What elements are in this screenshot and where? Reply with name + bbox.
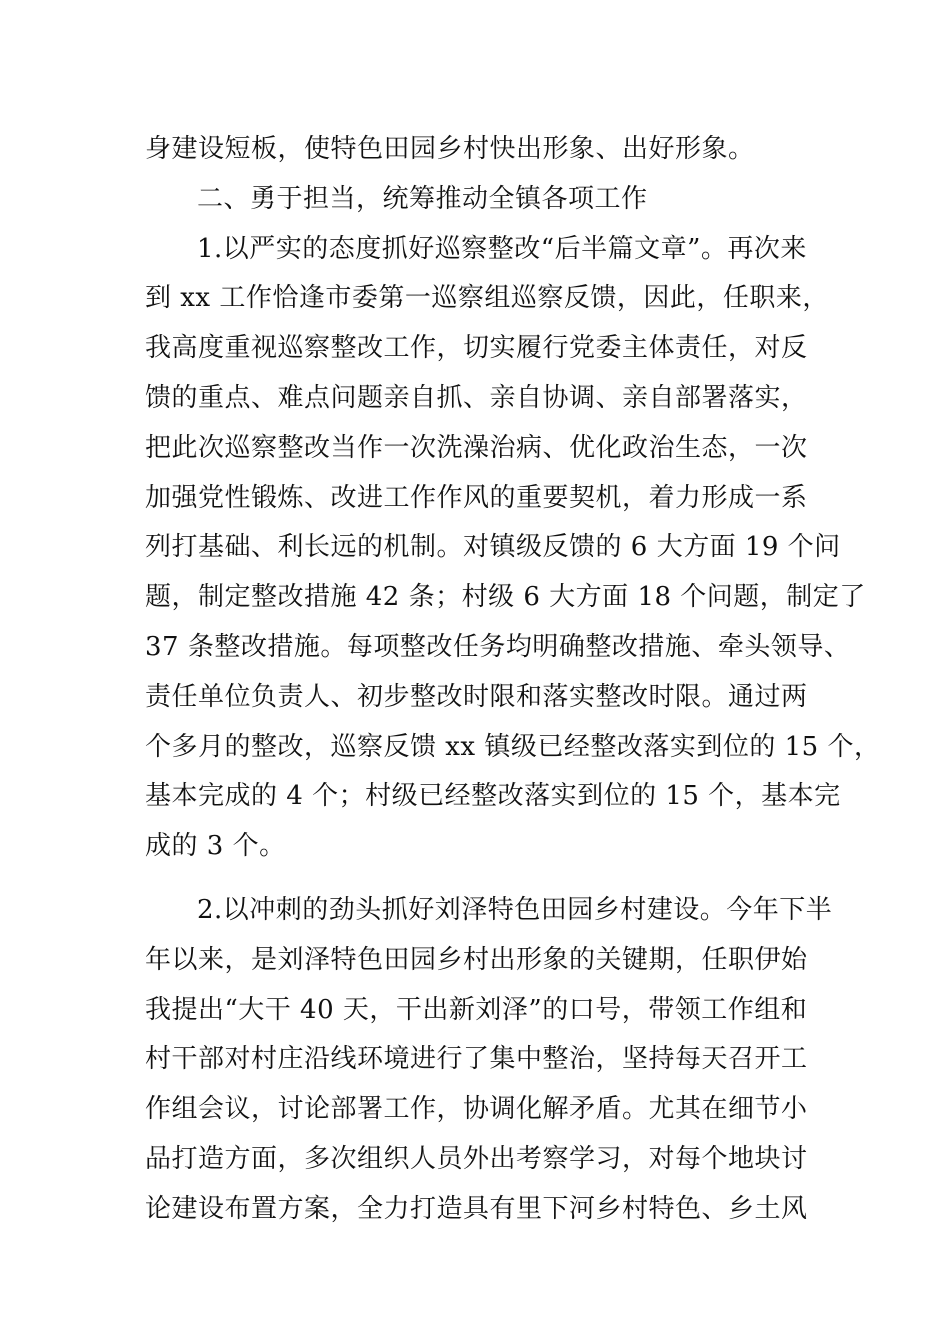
paragraph-line: 个多月的整改，巡察反馈 xx 镇级已经整改落实到位的 15 个， — [145, 731, 881, 762]
paragraph-line: 年以来，是刘泽特色田园乡村出形象的关键期，任职伊始 — [145, 944, 808, 975]
paragraph-line: 我提出“大干 40 天，干出新刘泽”的口号，带领工作组和 — [145, 994, 808, 1025]
paragraph-line: 把此次巡察整改当作一次洗澡治病、优化政治生态，一次 — [145, 432, 808, 463]
paragraph-line: 基本完成的 4 个；村级已经整改落实到位的 15 个，基本完 — [145, 781, 841, 812]
document-body — [145, 125, 881, 1235]
paragraph-line: 作组会议，讨论部署工作，协调化解矛盾。尤其在细节小 — [145, 1094, 808, 1125]
paragraph-line: 论建设布置方案，全力打造具有里下河乡村特色、乡土风 — [145, 1193, 808, 1224]
paragraph-line: 品打造方面，多次组织人员外出考察学习，对每个地块讨 — [145, 1143, 808, 1174]
paragraph-line: 加强党性锻炼、改进工作作风的重要契机，着力形成一系 — [145, 482, 808, 513]
paragraph-line: 村干部对村庄沿线环境进行了集中整治，坚持每天召开工 — [145, 1044, 808, 1075]
paragraph-line: 1.以严实的态度抓好巡察整改“后半篇文章”。再次来 — [197, 233, 807, 264]
paragraph-line: 成的 3 个。 — [145, 831, 286, 862]
paragraph-line: 到 xx 工作恰逢市委第一巡察组巡察反馈，因此，任职来， — [145, 283, 829, 314]
paragraph-line: 题，制定整改措施 42 条；村级 6 大方面 18 个问题，制定了 — [145, 582, 866, 613]
paragraph-line: 身建设短板，使特色田园乡村快出形象、出好形象。 — [145, 134, 755, 164]
paragraph-line: 责任单位负责人、初步整改时限和落实整改时限。通过两 — [145, 681, 808, 712]
paragraph-line: 2.以冲刺的劲头抓好刘泽特色田园乡村建设。今年下半 — [197, 894, 833, 925]
paragraph-line: 馈的重点、难点问题亲自抓、亲自协调、亲自部署落实， — [145, 382, 808, 413]
section-heading: 二、勇于担当，统筹推动全镇各项工作 — [197, 183, 648, 214]
paragraph-line: 37 条整改措施。每项整改任务均明确整改措施、牵头领导、 — [145, 631, 851, 662]
paragraph-gap — [145, 872, 825, 886]
paragraph-line: 列打基础、利长远的机制。对镇级反馈的 6 大方面 19 个问 — [145, 532, 841, 563]
paragraph-line: 我高度重视巡察整改工作，切实履行党委主体责任，对反 — [145, 333, 808, 364]
